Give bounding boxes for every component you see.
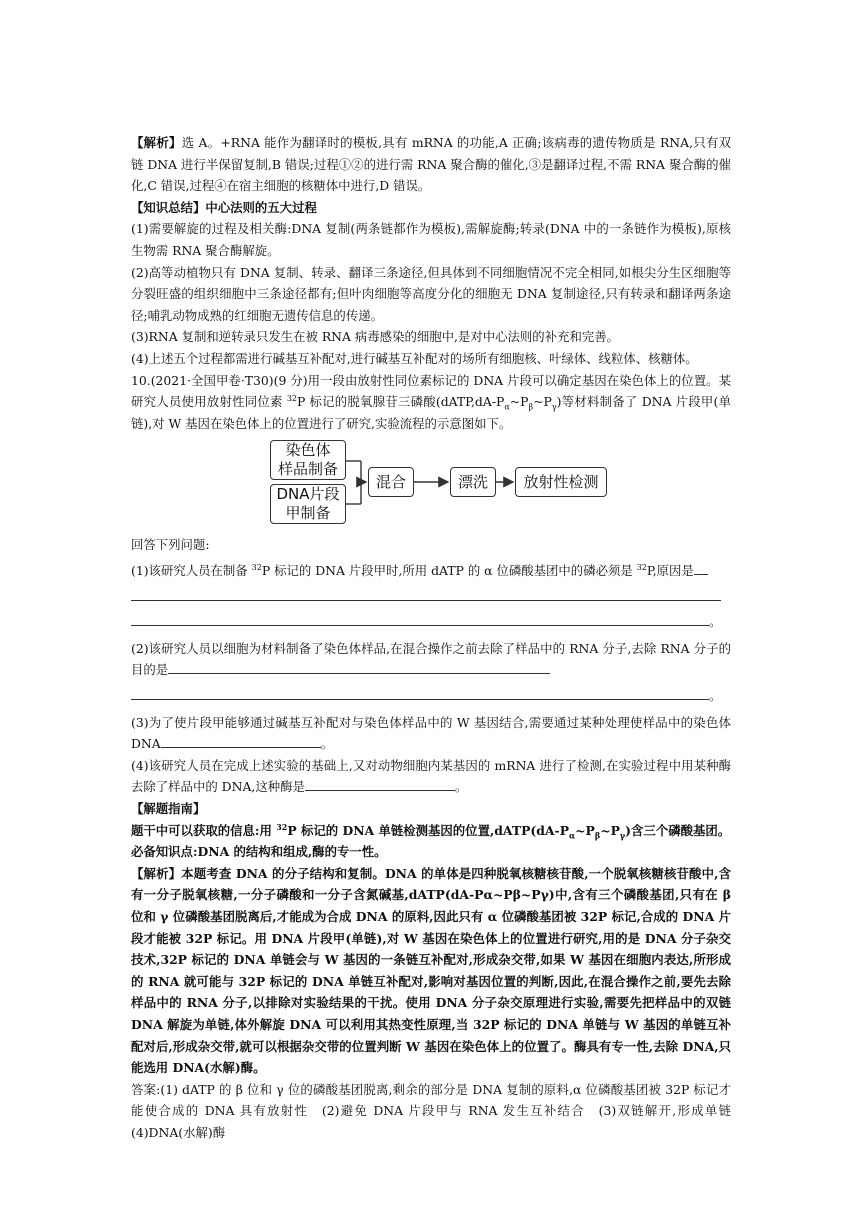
flow-box-mix: 混合 — [368, 467, 414, 497]
summary-label: 【知识总结】 — [131, 199, 206, 215]
analysis-paragraph-2 — [131, 863, 731, 1079]
sub-question-4: (4)该研究人员在完成上述实验的基础上,又对动物细胞内某基因的 mRNA 进行了检测,在实验过程中用某种酶去除了样品中的 DNA,这种酶是 。 — [131, 757, 731, 795]
flow-box-chromosome-prep: 染色体 样品制备 — [270, 440, 346, 480]
summary-item-1: (1)需要解旋的过程及相关酶:DNA 复制(两条链都作为模板),需解旋酶;转录(DNA 中的一条链作为模板),原核生物需 RNA 聚合酶解旋。 — [131, 221, 731, 258]
summary-item-2: (2)高等动植物只有 DNA 复制、转录、翻译三条途径,但具体到不同细胞情况不完全相同,如根尖分生区细胞等分裂旺盛的组织细胞中三条途径都有;但叶肉细胞等高度分化的细胞无 DNA 复制途径,只有转录和翻译两条途径;哺乳动物成熟的红细胞无遗传信息的传递。 — [131, 264, 731, 323]
answer-blank — [305, 778, 455, 791]
question-stem: 10.(2021·全国甲卷·T30)(9 分)用一段由放射性同位素标记的 DNA 片段可以确定基因在染色体上的位置。某研究人员使用放射性同位素 $^{32}$P 标记的脱氧腺苷三磷酸$(dATP,dA-P_\alpha\sim P_\beta\sim P_\gamma)$等材料制备了 DNA 片段甲(单链),对 W 基因在染色体上的位置进行了研究,实验流程的示意图如下。 — [131, 372, 731, 431]
answer-blank — [168, 661, 550, 674]
analysis-paragraph-1 — [131, 132, 731, 197]
answer-label: 答案: — [131, 1081, 161, 1097]
answer-line — [131, 683, 709, 700]
summary-item-3: (3)RNA 复制和逆转录只发生在被 RNA 病毒感染的细胞中,是对中心法则的补充和完善。 — [131, 329, 620, 345]
answer-blank — [694, 562, 708, 575]
flow-box-dna-fragment-prep: DNA片段 甲制备 — [270, 484, 346, 524]
sub-question-1: (1)该研究人员在制备 $^{32}$P 标记的 DNA 片段甲时,所用 dATP 的 α 位磷酸基团中的磷必须是 $^{32}$P,原因是 — [131, 560, 731, 582]
guide-info: 题干中可以获取的信息:用 $^{32}$P 标记的 DNA 单链检测基因的位置$,dATP(dA-P_\alpha\sim P_\beta\sim P_\gamma)$含三个磷酸基团。 — [131, 821, 731, 841]
summary-heading — [131, 197, 731, 219]
sub-question-2: (2)该研究人员以细胞为材料制备了染色体样品,在混合操作之前去除了样品中的 RNA 分子,去除 RNA 分子的目的是 — [131, 640, 731, 678]
guide-knowledge: 必备知识点:DNA 的结构和组成,酶的专一性。 — [131, 844, 387, 860]
analysis-text: 本题考查 DNA 的分子结构和复制。DNA 的单体是四种脱氧核糖核苷酸,一个脱氧核糖核苷酸中,含有一分子脱氧核糖,一分子磷酸和一分子含氮碱基,dATP(dA-Pα~Pβ~Pγ)中,含有三个磷酸基团,只有在 β 位和 γ 位磷酸基团脱离后,才能成为合成 DNA 的原料,因此只有 α 位磷酸基团被 32P 标记,合成的 DNA 片段才能被 32P 标记。用 DNA 片段甲(单链),对 W 基因在染色体上的位置进行研究,用的是 DNA 分子杂交技术,32P 标记的 DNA 单链会与 W 基因的一条链互补配对,形成杂交带,如果 W 基因在细胞内表达,所形成的 RNA 就可能与 32P 标记的 DNA 单链互补配对,影响对基因位置的判断,因此,在混合操作之前,要先去除样品中的 RNA 分子,以排除对实验结果的干扰。使用 DNA 分子杂交原理进行实验,需要先把样品中的双链 DNA 解旋为单链,体外解旋 DNA 可以利用其热变性原理,当 32P 标记的 DNA 单链与 W 基因的单链互补配对后,形成杂交带,就可以根据杂交带的位置判断 W 基因在染色体上的位置了。酶具有专一性,去除 DNA,只能选用 DNA(水解)酶。 — [131, 865, 732, 1076]
guide-label: 【解题指南】 — [131, 801, 206, 817]
document-page: 【解析】选 A。+RNA 能作为翻译时的模板,具有 mRNA 的功能,A 正确;该病毒的遗传物质是 RNA,只有双链 DNA 进行半保留复制,B 错误;过程①②的进行需 RNA 聚合酶的催化,③是翻译过程,不需 RNA 聚合酶的催化,C 错误,过程④在宿主细胞的核糖体中进行,D 错误。 【知识总结】中心法则的五大过程 (1)需要解旋的过程及相关酶:DNA 复制(两条链都作为模板),需解旋酶;转录(DNA 中的一条链作为模板),原核生物需 RNA 聚合酶解旋。 (2)高等动植物只有 DNA 复制、转录、翻译三条途径,但具体到不同细胞情况不完全相同,如根尖分生区细胞等分裂旺盛的组织细胞中三条途径都有;但叶肉细胞等高度分化的细胞无 DNA 复制途径,只有转录和翻译两条途径;哺乳动物成熟的红细胞无遗传信息的传递。 (3)RNA 复制和逆转录只发生在被 RNA 病毒感染的细胞中,是对中心法则的补充和完善。 (4)上述五个过程都需进行碱基互补配对,进行碱基互补配对的场所有细胞核、叶绿体、线粒体、核糖体。 10.(2021·全国甲卷·T30)(9 分)用一段由放射性同位素标记的 DNA 片段可以确定基因在染色体上的位置。某研究人员使用放射性同位素 $^{32}$P 标记的脱氧腺苷三磷酸$(dATP,dA-P_\alpha\sim P_\beta\sim P_\gamma)$等材料制备了 DNA 片段甲(单链),对 W 基因在染色体上的位置进行了研究,实验流程的示意图如下。 染色体 样品制备 DNA片段 甲制备 混合 漂洗 放射性检测 回答下列问题: (1)该研究人员在制备 $^{32}$P 标记的 DNA 片段甲时,所用 dATP 的 α 位磷酸基团中的磷必须是 $^{32}$P,原因是 。 (2)该研究人员以细胞为材料制备了染色体样品,在混合操作之前去除了样品中的 RNA 分子,去除 RNA 分子的目的是 。 (3)为了使片段甲能够通过碱基互补配对与染色体样品中的 W 基因结合,需要通过某种处理使样品中的染色体 DNA 。 (4)该研究人员在完成上述实验的基础上,又对动物细胞内某基因的 mRNA 进行了检测,在实验过程中用某种酶去除了样品中的 DNA,这种酶是 。 【解题指南】 题干中可以获取的信息:用 $^{32}$P 标记的 DNA 单链检测基因的位置$,dATP(dA-P_\alpha\sim P_\beta\sim P_\gamma)$含三个磷酸基团。 必备知识点:DNA 的结构和组成,酶的专一性。 【解析】本题考查 DNA 的分子结构和复制。DNA 的单体是四种脱氧核糖核苷酸,一个脱氧核糖核苷酸中,含有一分子脱氧核糖,一分子磷酸和一分子含氮碱基,dATP(dA-Pα~Pβ~Pγ)中,含有三个磷酸基团,只有在 β 位和 γ 位磷酸基团脱离后,才能成为合成 DNA 的原料,因此只有 α 位磷酸基团被 32P 标记,合成的 DNA 片段才能被 32P 标记。用 DNA 片段甲(单链),对 W 基因在染色体上的位置进行研究,用的是 DNA 分子杂交技术,32P 标记的 DNA 单链会与 W 基因的一条链互补配对,形成杂交带,如果 W 基因在细胞内表达,所形成的 RNA 就可能与 32P 标记的 DNA 单链互补配对,影响对基因位置的判断,因此,在混合操作之前,要先去除样品中的 RNA 分子,以排除对实验结果的干扰。使用 DNA 分子杂交原理进行实验,需要先把样品中的双链 DNA 解旋为单链,体外解旋 DNA 可以利用其热变性原理,当 32P 标记的 DNA 单链与 W 基因的单链互补配对后,形成杂交带,就可以根据杂交带的位置判断 W 基因在染色体上的位置了。酶具有专一性,去除 DNA,只能选用 DNA(水解)酶。 答案:(1) dATP 的 β 位和 γ 位的磷酸基团脱离,剩余的部分是 DNA 复制的原料,α 位磷酸基团被 32P 标记才能使合成的 DNA 具有放射性 (2)避免 DNA 片段甲与 RNA 发生互补结合 (3)双链解开,形成单链 (4)DNA(水解)酶 — [131, 132, 731, 1144]
answer-blank — [161, 735, 321, 748]
sub-question-3: (3)为了使片段甲能够通过碱基互补配对与染色体样品中的 W 基因结合,需要通过某种处理使样品中的染色体 DNA 。 — [131, 714, 731, 752]
flow-box-radioactivity-detection: 放射性检测 — [515, 467, 607, 497]
answer-line — [131, 584, 721, 601]
question-prompt: 回答下列问题: — [131, 537, 210, 553]
experiment-flowchart — [131, 440, 731, 526]
summary-title: 中心法则的五大过程 — [205, 199, 317, 215]
answer-paragraph — [131, 1079, 744, 1144]
analysis-label: 【解析】 — [131, 135, 182, 150]
answer-text: (1) dATP 的 β 位和 γ 位的磷酸基团脱离,剩余的部分是 DNA 复制的原料,α 位磷酸基团被 32P 标记才能使合成的 DNA 具有放射性 (2)避免 DNA 片段甲与 RNA 发生互补结合 (3)双链解开,形成单链 (4)DNA(水解)酶 — [131, 1081, 744, 1140]
flowchart-arrows — [131, 440, 731, 526]
guide-heading — [131, 798, 731, 820]
analysis-label: 【解析】 — [131, 865, 182, 881]
analysis-text: 选 A。+RNA 能作为翻译时的模板,具有 mRNA 的功能,A 正确;该病毒的遗传物质是 RNA,只有双链 DNA 进行半保留复制,B 错误;过程①②的进行需 RNA 聚合酶的催化,③是翻译过程,不需 RNA 聚合酶的催化,C 错误,过程④在宿主细胞的核糖体中进行,D 错误。 — [131, 135, 731, 194]
answer-line — [131, 609, 709, 626]
summary-item-4: (4)上述五个过程都需进行碱基互补配对,进行碱基互补配对的场所有细胞核、叶绿体、线粒体、核糖体。 — [131, 350, 698, 366]
flow-box-wash: 漂洗 — [450, 467, 496, 497]
